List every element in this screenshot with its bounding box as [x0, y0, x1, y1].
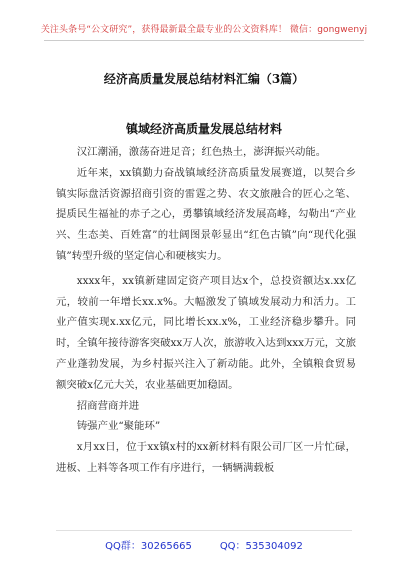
document-body	[56, 142, 356, 479]
header-note: 关注头条号“公文研究”，获得最新最全最专业的公文资料库！ 微信：gongwenyj	[40, 25, 368, 35]
footer	[0, 537, 408, 552]
footer-qq-group: QQ群：30265665	[105, 541, 192, 552]
footer-divider	[56, 530, 352, 531]
section-title: 镇域经济高质量发展总结材料	[125, 122, 282, 136]
body-paragraph: xxxx年，xx镇新建固定资产项目达x个，总投资额达x.xx亿元，较前一年增长xx.x%。大幅激发了镇域发展动力和活力。工业产值实现x.xx亿元，同比增长xx.x%，工业经济稳步攀升。同时，全镇年接待游客突破xx万人次，旅游收入达到xxx万元，文旅产业蓬勃发展，为乡村振兴注入了新动能。此外，全镇粮食贸易额突破x亿元大关，农业基础更加稳固。	[56, 274, 356, 391]
header-divider	[44, 40, 364, 41]
body-paragraph: 汉江潮涌，激荡奋进足音；红色热土，澎湃振兴动能。	[76, 146, 327, 158]
body-paragraph: 近年来，xx镇勤力奋战镇域经济高质量发展赛道，以契合乡镇实际盘活资源招商引资的雷霆之势、农文旅融合的匠心之笔、提质民生福祉的赤子之心，勇攀镇域经济发展高峰，勾勒出“产业兴、生态美、百姓富”的壮阔图景彰显出“红色古镇”向“现代化强镇”转型升级的坚定信心和硬核实力。	[56, 166, 356, 262]
footer-qq: QQ：535304092	[219, 541, 303, 552]
document-title: 经济高质量发展总结材料汇编（3篇）	[103, 72, 305, 86]
subheading: 铸强产业“聚能环”	[76, 420, 161, 433]
subheading: 招商营商并进	[76, 399, 140, 412]
body-paragraph: x月xx日，位于xx镇x村的xx新材料有限公司厂区一片忙碌，进板、上料等各项工作有序进行，一辆辆满载板	[56, 441, 356, 474]
